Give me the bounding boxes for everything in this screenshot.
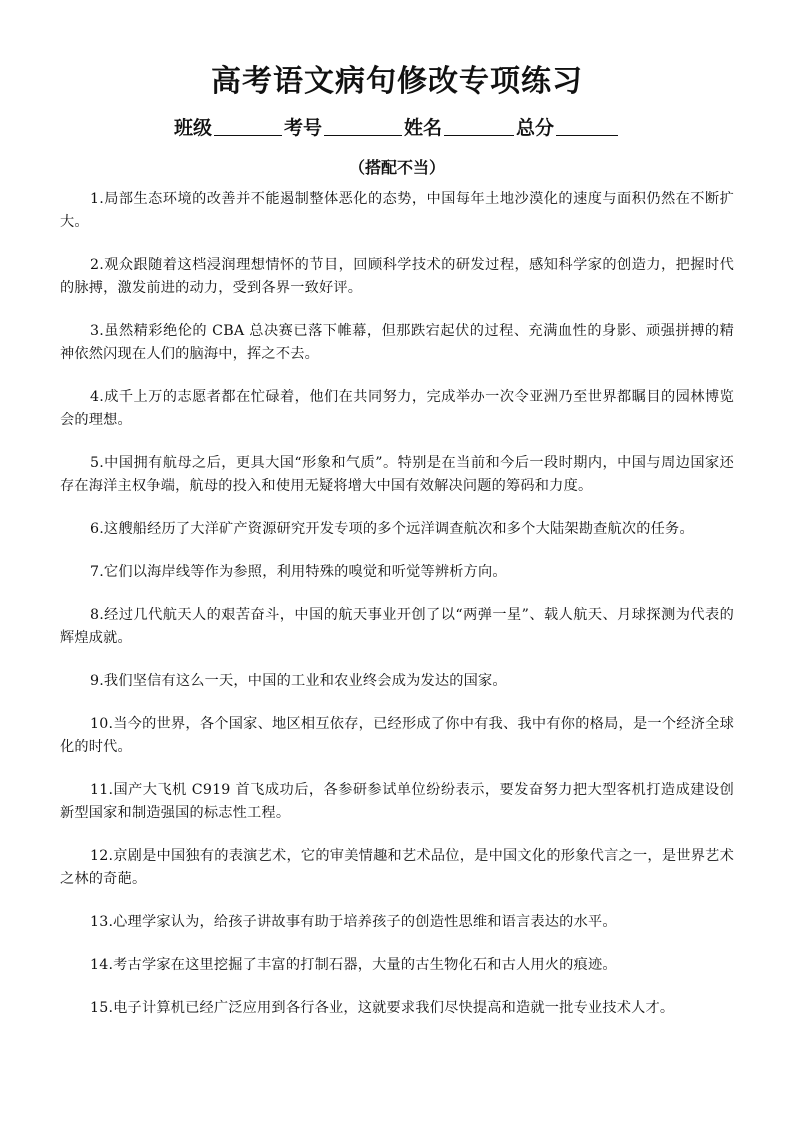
page-title: 高考语文病句修改专项练习 <box>211 64 583 99</box>
question-item: 9.我们坚信有这么一天，中国的工业和农业终会成为发达的国家。 <box>90 673 507 689</box>
question-item: 5.中国拥有航母之后，更具大国“形象和气质”。特别是在当前和今后一段时期内，中国与周边国家还存在海洋主权争端，航母的投入和使用无疑将增大中国有效解决问题的筹码和力度。 <box>60 455 734 494</box>
question-item: 15.电子计算机已经广泛应用到各行各业，这就要求我们尽快提高和造就一批专业技术人才。 <box>90 1000 675 1016</box>
name-label: 姓名 <box>404 117 443 139</box>
name-blank[interactable] <box>444 115 514 136</box>
exam-number-label: 考号 <box>283 117 322 139</box>
class-blank[interactable] <box>214 115 282 136</box>
question-item: 8.经过几代航天人的艰苦奋斗，中国的航天事业开创了以“两弹一星”、载人航天、月球探测为代表的辉煌成就。 <box>60 607 734 646</box>
question-item: 3.虽然精彩绝伦的 CBA 总决赛已落下帷幕，但那跌宕起伏的过程、充满血性的身影、顽强拼搏的精神依然闪现在人们的脑海中，挥之不去。 <box>60 323 734 362</box>
question-item: 13.心理学家认为，给孩子讲故事有助于培养孩子的创造性思维和语言表达的水平。 <box>90 914 617 930</box>
question-list <box>60 188 734 1040</box>
exam-number-blank[interactable] <box>324 115 402 136</box>
question-item: 11.国产大飞机 C919 首飞成功后，各参研参试单位纷纷表示，要发奋努力把大型客机打造成建设创新型国家和制造强国的标志性工程。 <box>60 782 734 821</box>
question-item: 7.它们以海岸线等作为参照，利用特殊的嗅觉和听觉等辨析方向。 <box>90 564 507 580</box>
section-label: （搭配不当） <box>348 158 445 177</box>
question-item: 14.考古学家在这里挖掘了丰富的打制石器，大量的古生物化石和古人用火的痕迹。 <box>90 957 617 973</box>
student-info-row <box>60 114 734 142</box>
question-item: 1.局部生态环境的改善并不能遏制整体恶化的态势，中国每年土地沙漠化的速度与面积仍然在不断扩大。 <box>60 191 734 230</box>
question-item: 12.京剧是中国独有的表演艺术，它的审美情趣和艺术品位，是中国文化的形象代言之一，是世界艺术之林的奇葩。 <box>60 848 734 887</box>
question-item: 2.观众跟随着这档浸润理想情怀的节目，回顾科学技术的研发过程，感知科学家的创造力，把握时代的脉搏，激发前进的动力，受到各界一致好评。 <box>60 257 734 296</box>
question-item: 4.成千上万的志愿者都在忙碌着，他们在共同努力，完成举办一次令亚洲乃至世界都瞩目的园林博览会的理想。 <box>60 389 734 428</box>
class-label: 班级 <box>173 117 212 139</box>
question-item: 6.这艘船经历了大洋矿产资源研究开发专项的多个远洋调查航次和多个大陆架勘查航次的任务。 <box>90 521 694 537</box>
question-item: 10.当今的世界，各个国家、地区相互依存，已经形成了你中有我、我中有你的格局，是一个经济全球化的时代。 <box>60 716 734 755</box>
score-label: 总分 <box>516 117 555 139</box>
score-blank[interactable] <box>556 115 618 136</box>
